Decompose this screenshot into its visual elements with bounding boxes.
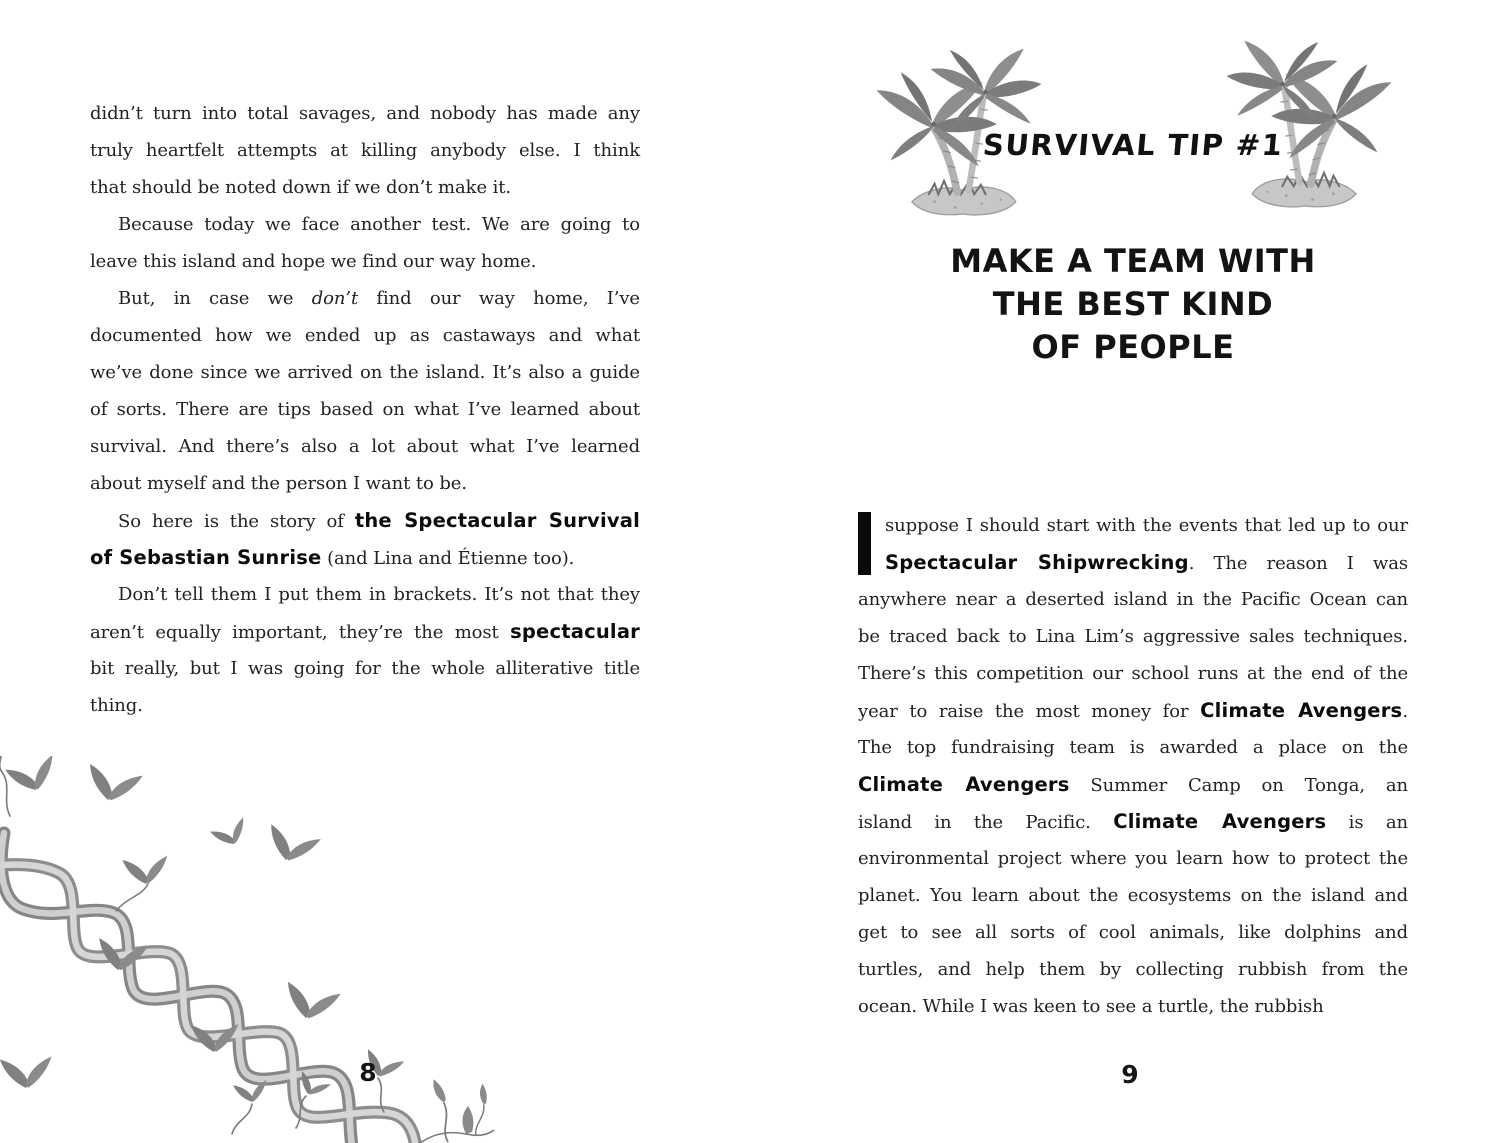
text-line (858, 692, 1408, 729)
text-line (90, 687, 640, 724)
text-line (858, 914, 1408, 951)
text-line (90, 95, 640, 132)
text-line (858, 803, 1408, 840)
text-line (858, 877, 1408, 914)
body-text: find our way home, I’ve (358, 288, 640, 309)
chapter-title (858, 240, 1408, 369)
body-text: of sorts. There are tips based on what I’ve learned about (90, 399, 640, 420)
body-text: environmental project where you learn how to protect the (858, 848, 1408, 869)
body-text: . (1402, 701, 1408, 722)
chapter-title-line: THE BEST KIND (992, 285, 1274, 323)
text-line (90, 428, 640, 465)
body-text: Summer Camp on Tonga, an (1069, 775, 1408, 796)
body-text: ocean. While I was keen to see a turtle, the rubbish (858, 996, 1324, 1017)
body-text: that should be noted down if we don’t make it. (90, 177, 512, 198)
body-text: about myself and the person I want to be. (90, 473, 467, 494)
bold-marker-text: Climate Avengers (1200, 699, 1403, 722)
text-line (90, 317, 640, 354)
text-line (90, 243, 640, 280)
text-line (90, 502, 640, 539)
text-line (90, 391, 640, 428)
body-text: is an (1326, 812, 1408, 833)
body-text: anywhere near a deserted island in the Pacific Ocean can (858, 589, 1408, 610)
drop-cap (858, 512, 871, 575)
text-line (90, 613, 640, 650)
body-text: planet. You learn about the ecosystems on the island and (858, 885, 1408, 906)
text-line (90, 539, 640, 576)
text-line (885, 544, 1408, 581)
body-text: survival. And there’s also a lot about what I’ve learned (90, 436, 640, 457)
text-line (90, 132, 640, 169)
page-number-right: 9 (1121, 1060, 1139, 1089)
body-text: didn’t turn into total savages, and nobody has made any (90, 103, 640, 124)
text-line (90, 169, 640, 206)
text-line (858, 729, 1408, 766)
vine-illustration (0, 756, 501, 1143)
text-line (90, 280, 640, 317)
text-line (858, 988, 1408, 1025)
text-line (858, 951, 1408, 988)
text-line (90, 354, 640, 391)
text-line (90, 206, 640, 243)
body-text: documented how we ended up as castaways and what (90, 325, 640, 346)
text-line (858, 655, 1408, 692)
chapter-title-line: MAKE A TEAM WITH (950, 242, 1316, 280)
chapter-title-line: OF PEOPLE (1031, 328, 1235, 366)
bold-marker-text: of Sebastian Sunrise (90, 546, 322, 569)
body-text: year to raise the most money for (858, 701, 1201, 722)
body-text: There’s this competition our school runs at the end of the (858, 663, 1408, 684)
text-line (858, 618, 1408, 655)
page-number-left: 8 (359, 1058, 377, 1087)
text-line (90, 576, 640, 613)
body-text: bit really, but I was going for the whole alliterative title (90, 658, 640, 679)
right-page-body (858, 507, 1408, 1025)
body-text: So here is the story of (118, 511, 355, 532)
body-text: thing. (90, 695, 143, 716)
text-line (885, 507, 1408, 544)
bold-marker-text: Climate Avengers (1113, 810, 1327, 833)
body-text: truly heartfelt attempts at killing anybody else. I think (90, 140, 640, 161)
body-text: aren’t equally important, they’re the most (90, 622, 511, 643)
body-text: turtles, and help them by collecting rubbish from the (858, 959, 1408, 980)
bold-marker-text: Climate Avengers (858, 773, 1070, 796)
bold-marker-text: spectacular (510, 620, 640, 643)
text-line (90, 465, 640, 502)
text-line (858, 581, 1408, 618)
body-text: get to see all sorts of cool animals, like dolphins and (858, 922, 1408, 943)
body-text: Don’t tell them I put them in brackets. It’s not that they (118, 584, 640, 605)
body-text: . The reason I was (1188, 553, 1408, 574)
body-text: we’ve done since we arrived on the island. It’s also a guide (90, 362, 640, 383)
left-page-body (90, 95, 640, 724)
text-line (858, 840, 1408, 877)
body-text: don’t (311, 288, 359, 309)
body-text: be traced back to Lina Lim’s aggressive sales techniques. (858, 626, 1408, 647)
body-text: island in the Pacific. (858, 812, 1114, 833)
body-text: leave this island and hope we find our way home. (90, 251, 537, 272)
body-text: But, in case we (118, 288, 312, 309)
survival-tip-label: SURVIVAL TIP #1 (981, 128, 1285, 162)
survival-tip-heading (858, 128, 1408, 162)
bold-marker-text: the Spectacular Survival (354, 509, 640, 532)
text-line (90, 650, 640, 687)
body-text: Because today we face another test. We are going to (118, 214, 640, 235)
body-text: (and Lina and Étienne too). (321, 548, 575, 569)
body-text: suppose I should start with the events that led up to our (885, 515, 1408, 536)
bold-marker-text: Spectacular Shipwrecking (885, 551, 1189, 574)
body-text: The top fundraising team is awarded a place on the (858, 737, 1408, 758)
text-line (858, 766, 1408, 803)
palm-trees-right-icon (1222, 28, 1392, 214)
